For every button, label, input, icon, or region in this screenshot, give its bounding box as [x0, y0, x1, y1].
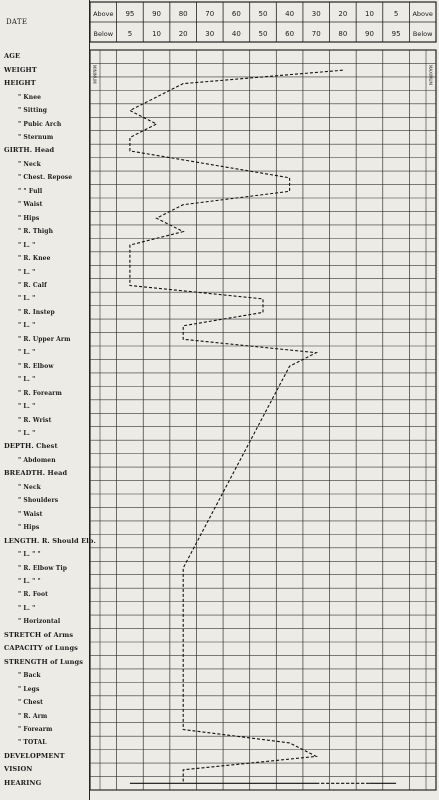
row-label: DEVELOPMENT: [4, 751, 65, 760]
below-value: 20: [178, 30, 188, 38]
row-label: " L. ": [18, 295, 36, 303]
below-value: 60: [285, 30, 295, 38]
row-label: " R. Forearm: [18, 389, 62, 397]
above-value: 50: [258, 10, 268, 18]
row-label: " Pubic Arch: [18, 120, 62, 128]
row-label: " L. " ": [18, 577, 41, 585]
row-label: " " Full: [18, 187, 43, 195]
row-label: " Horizontal: [18, 618, 61, 626]
row-label: " Neck: [18, 160, 41, 168]
row-label: " Hips: [18, 524, 40, 532]
row-label: " Waist: [18, 201, 43, 209]
row-label: CAPACITY of Lungs: [4, 644, 78, 653]
above-value: 90: [152, 10, 161, 18]
above-label-right: Above: [412, 10, 433, 18]
row-label: " R. Thigh: [18, 228, 54, 236]
row-label: " Shoulders: [18, 497, 59, 505]
above-value: 60: [231, 10, 241, 18]
below-value: 90: [365, 30, 374, 38]
row-label: " L. ": [18, 376, 36, 384]
row-label: " R. Elbow Tip: [18, 564, 68, 572]
row-label: " L. ": [18, 403, 36, 411]
row-label: " L. ": [18, 268, 36, 276]
row-label: HEIGHT: [4, 79, 36, 88]
row-label: WEIGHT: [4, 65, 37, 74]
above-value: 40: [285, 10, 295, 18]
row-label: " L. ": [18, 322, 36, 330]
row-label: " R. Foot: [18, 591, 48, 599]
above-value: 5: [393, 10, 399, 18]
above-value: 70: [205, 10, 215, 18]
row-label: " Forearm: [18, 725, 53, 733]
row-label: " R. Knee: [18, 255, 51, 263]
row-label: AGE: [4, 52, 21, 61]
row-label: " R. Upper Arm: [18, 335, 71, 343]
row-label: " R. Instep: [18, 308, 55, 316]
row-label: " Waist: [18, 510, 43, 518]
above-value: 95: [125, 10, 135, 18]
below-value: 50: [258, 30, 268, 38]
above-value: 20: [338, 10, 348, 18]
row-label: LENGTH. R. Should Elb.: [4, 536, 96, 545]
below-value: 95: [391, 30, 401, 38]
row-label: " R. Elbow: [18, 362, 54, 370]
minimum-mark: MINIMUM: [92, 65, 97, 84]
row-label: STRENGTH of Lungs: [4, 657, 84, 666]
row-label: STRETCH of Arms: [4, 630, 74, 639]
row-label: DEPTH. Chest: [4, 442, 58, 451]
row-label: " Knee: [18, 93, 42, 101]
row-label: VISION: [4, 765, 33, 774]
row-label: " R. Calf: [18, 281, 47, 289]
below-value: 5: [127, 30, 133, 38]
grid-box: [90, 50, 436, 790]
above-label-left: Above: [93, 10, 114, 18]
row-label: " L. ": [18, 349, 36, 357]
row-label: " Chest. Repose: [18, 174, 73, 182]
row-label: " R. Arm: [18, 712, 48, 720]
row-label: HEARING: [4, 778, 42, 787]
row-label: " Abdomen: [18, 456, 56, 464]
row-label: " Legs: [18, 685, 40, 693]
maximum-mark: MAXIMUM: [428, 65, 433, 85]
below-label-right: Below: [412, 30, 433, 38]
below-value: 10: [152, 30, 161, 38]
date-header: DATE: [6, 18, 28, 26]
below-value: 40: [231, 30, 241, 38]
row-label: BREADTH. Head: [4, 469, 68, 478]
row-label: " L. ": [18, 429, 36, 437]
row-label: " Sternum: [18, 133, 54, 141]
row-label: " Sitting: [18, 107, 48, 115]
row-label: " Chest: [18, 699, 44, 707]
row-label: " L. " ": [18, 551, 41, 559]
below-label-left: Below: [93, 30, 114, 38]
row-label: " L. ": [18, 604, 36, 612]
above-value: 30: [311, 10, 321, 18]
above-value: 10: [365, 10, 374, 18]
row-label: GIRTH. Head: [4, 146, 55, 155]
row-label: " Neck: [18, 483, 41, 491]
below-value: 70: [311, 30, 321, 38]
row-label: " L. ": [18, 241, 36, 249]
row-label: " Hips: [18, 214, 40, 222]
below-value: 80: [338, 30, 348, 38]
row-label: " TOTAL: [18, 739, 47, 747]
below-value: 30: [205, 30, 215, 38]
row-label: " Back: [18, 672, 41, 680]
above-value: 80: [178, 10, 188, 18]
row-label: " R. Wrist: [18, 416, 52, 424]
